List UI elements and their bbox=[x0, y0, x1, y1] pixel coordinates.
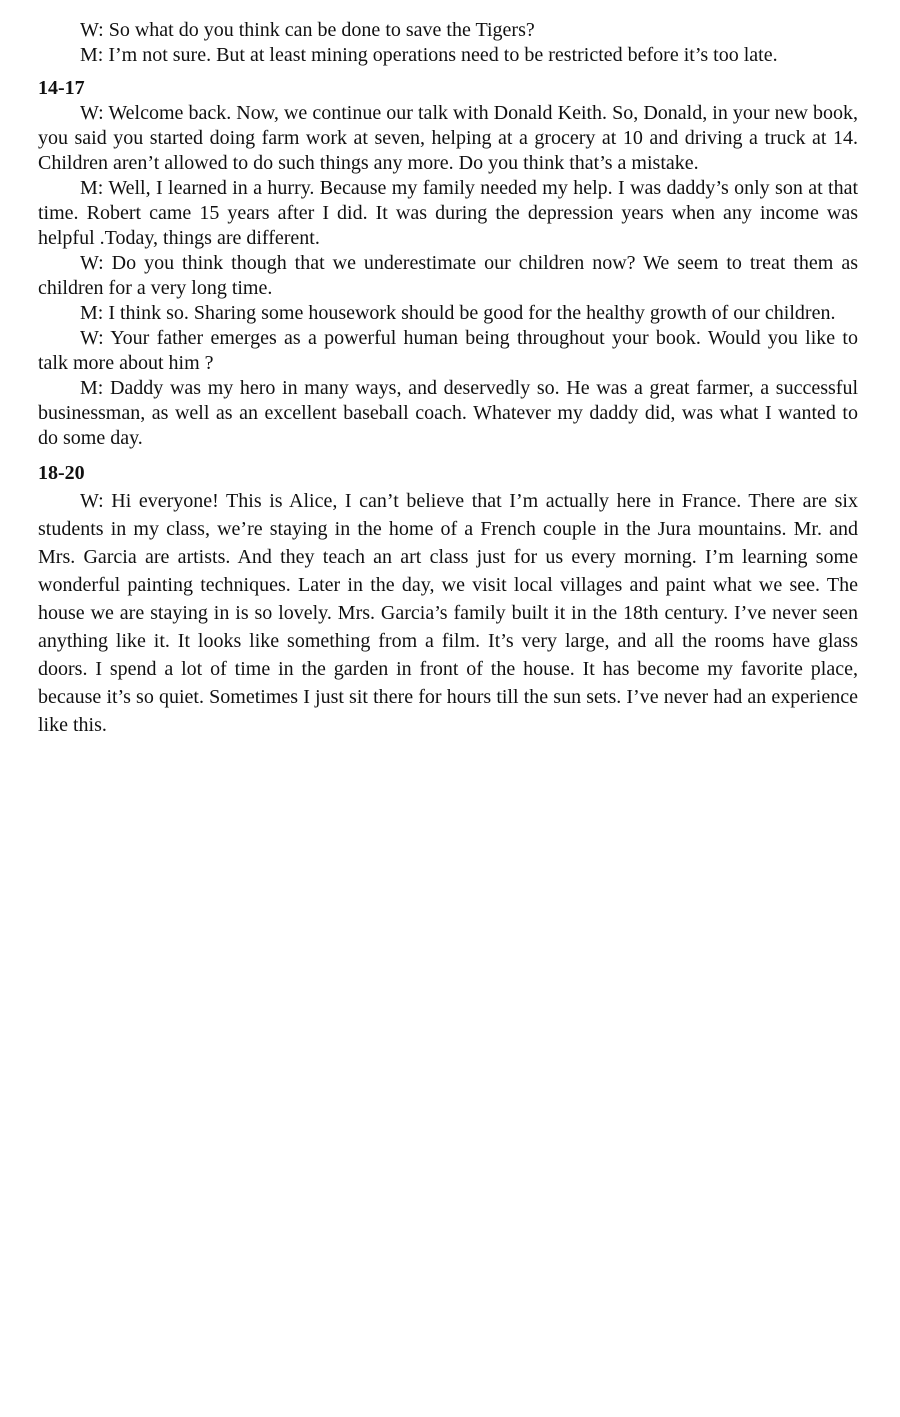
section-18-20 bbox=[38, 460, 858, 739]
dialogue-line: W: Your father emerges as a powerful human being throughout your book. Would you like to talk more about him ? bbox=[38, 327, 858, 374]
section-heading: 18-20 bbox=[38, 462, 85, 484]
dialogue-line: M: Daddy was my hero in many ways, and deservedly so. He was a great farmer, a successful businessman, as well as an excellent baseball coach. Whatever my daddy did, was what I wanted to do some day. bbox=[38, 377, 858, 449]
section-14-17 bbox=[38, 76, 858, 451]
dialogue-line: M: Well, I learned in a hurry. Because my family needed my help. I was daddy’s only son at that time. Robert came 15 years after I did. It was during the depression years when any income was helpful .Today, things are different. bbox=[38, 177, 858, 249]
section-heading: 14-17 bbox=[38, 77, 85, 99]
intro-dialogue bbox=[38, 18, 858, 68]
dialogue-line: W: Do you think though that we underestimate our children now? We seem to treat them as children for a very long time. bbox=[38, 252, 858, 299]
dialogue-line: W: So what do you think can be done to save the Tigers? bbox=[80, 19, 535, 41]
dialogue-line: M: I think so. Sharing some housework should be good for the healthy growth of our children. bbox=[80, 302, 836, 324]
dialogue-line: M: I’m not sure. But at least mining operations need to be restricted before it’s too late. bbox=[80, 44, 778, 66]
dialogue-line: W: Welcome back. Now, we continue our talk with Donald Keith. So, Donald, in your new book, you said you started doing farm work at seven, helping at a grocery at 10 and driving a truck at 14. Children aren’t allowed to do such things any more. Do you think that’s a mistake. bbox=[38, 102, 858, 174]
document-page bbox=[38, 18, 858, 739]
monologue-paragraph: W: Hi everyone! This is Alice, I can’t believe that I’m actually here in France. There are six students in my class, we’re staying in the home of a French couple in the Jura mountains. Mr. and Mrs. Garcia are artists. And they teach an art class just for us every morning. I’m learning some wonderful painting techniques. Later in the day, we visit local villages and paint what we see. The house we are staying in is so lovely. Mrs. Garcia’s family built it in the 18th century. I’ve never seen anything like it. It looks like something from a film. It’s very large, and all the rooms have glass doors. I spend a lot of time in the garden in front of the house. It has become my favorite place, because it’s so quiet. Sometimes I just sit there for hours till the sun sets. I’ve never had an experience like this. bbox=[38, 490, 858, 736]
